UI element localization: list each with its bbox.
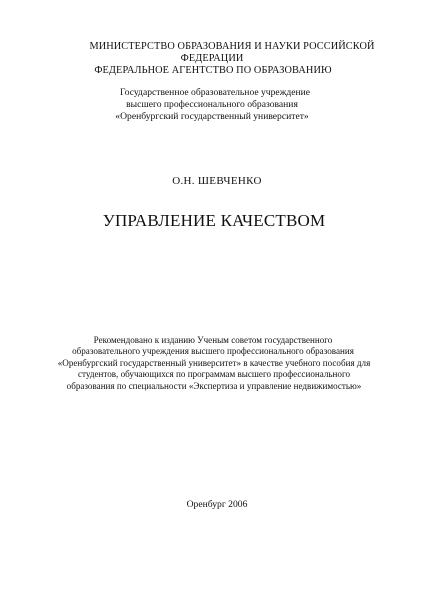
city-year-text: Оренбург 2006 bbox=[186, 499, 248, 510]
recommendation-line: «Оренбургский государственный университет» в качестве учебного пособия для bbox=[57, 357, 371, 368]
recommendation-note bbox=[0, 335, 424, 392]
institution-header bbox=[0, 87, 424, 122]
ministry-header bbox=[0, 41, 424, 78]
author-text: О.Н. ШЕВЧЕНКО bbox=[172, 175, 262, 187]
recommendation-line: образовательного учреждения высшего профессионального образования bbox=[72, 346, 354, 357]
institution-line: высшего профессионального образования bbox=[126, 98, 298, 110]
institution-line: Государственное образовательное учреждение bbox=[120, 87, 310, 98]
recommendation-line: образования по специальности «Экспертиза и управление недвижимостью» bbox=[66, 380, 362, 391]
ministry-line: ФЕДЕРАЦИИ bbox=[180, 53, 244, 65]
ministry-line: ФЕДЕРАЛЬНОЕ АГЕНТСТВО ПО ОБРАЗОВАНИЮ bbox=[94, 65, 332, 77]
institution-line: «Оренбургский государственный университет» bbox=[115, 110, 309, 122]
document-title bbox=[0, 211, 424, 231]
city-year bbox=[0, 499, 424, 511]
author-name bbox=[0, 174, 424, 188]
recommendation-line: Рекомендовано к изданию Ученым советом государственного bbox=[93, 335, 333, 345]
title-text: УПРАВЛЕНИЕ КАЧЕСТВОМ bbox=[102, 211, 326, 230]
ministry-line: МИНИСТЕРСТВО ОБРАЗОВАНИЯ И НАУКИ РОССИЙСКОЙ bbox=[89, 41, 375, 52]
recommendation-line: студентов, обучающихся по программам высшего профессионального bbox=[77, 369, 351, 380]
